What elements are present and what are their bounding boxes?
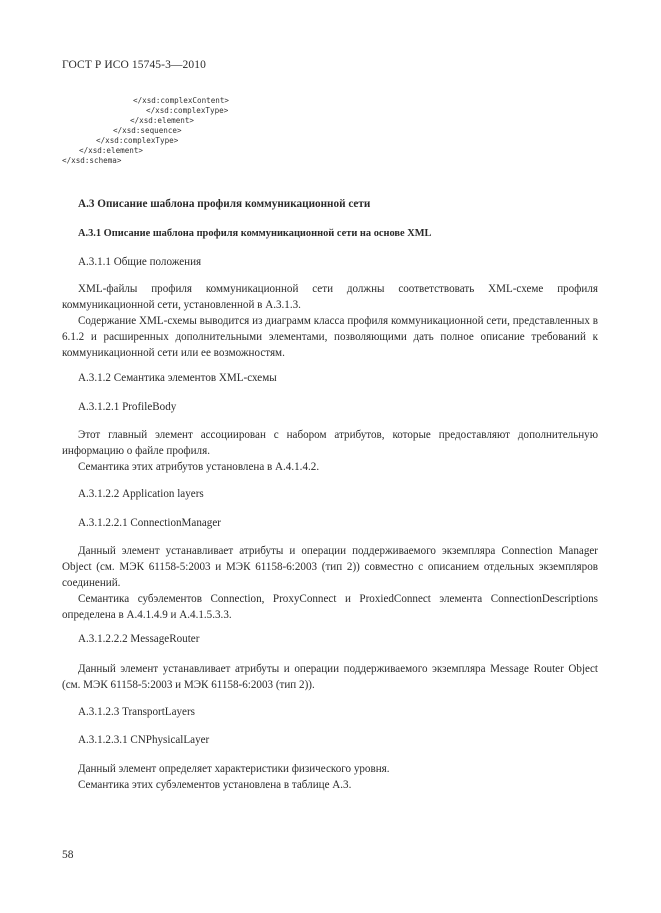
section-a3122-heading: А.3.1.2.2 Application layers: [78, 488, 204, 500]
section-a3123-heading: А.3.1.2.3 TransportLayers: [78, 706, 195, 718]
code-line: </xsd:complexType>: [146, 106, 229, 115]
code-line: </xsd:element>: [130, 116, 195, 125]
paragraph: Семантика этих субэлементов установлена в таблице А.3.: [78, 779, 352, 791]
page-number: 58: [62, 849, 74, 861]
section-a31231-heading: А.3.1.2.3.1 CNPhysicalLayer: [78, 734, 210, 746]
paragraph: Данный элемент устанавливает атрибуты и операции поддерживаемого экземпляра Connection Manager Object (см. МЭК 61158-5:2003 и МЭК 61158-6:2003 (тип 2)) совместно с описанием отдельных экземпляров соединений.: [62, 545, 598, 589]
section-a31222-heading: А.3.1.2.2.2 MessageRouter: [78, 633, 200, 645]
section-a31221-heading: А.3.1.2.2.1 ConnectionManager: [78, 517, 221, 529]
paragraph: Этот главный элемент ассоциирован с набором атрибутов, которые предоставляют дополнительную информацию о файле профиля.: [62, 429, 598, 457]
document-header: ГОСТ Р ИСО 15745-3—2010: [62, 59, 206, 71]
section-a311-heading: А.3.1.1 Общие положения: [78, 256, 202, 268]
paragraph: Данный элемент определяет характеристики физического уровня.: [78, 763, 390, 775]
section-a3121-heading: А.3.1.2.1 ProfileBody: [78, 401, 177, 413]
code-line: </xsd:element>: [79, 146, 144, 155]
code-line: </xsd:complexContent>: [133, 96, 230, 105]
paragraph: XML-файлы профиля коммуникационной сети должны соответствовать XML-схеме профиля коммуникационной сети, установленной в А.3.1.3.: [62, 283, 598, 311]
section-a3-heading: А.3 Описание шаблона профиля коммуникационной сети: [78, 198, 371, 210]
code-line: </xsd:sequence>: [113, 126, 182, 135]
paragraph: Данный элемент устанавливает атрибуты и операции поддерживаемого экземпляра Message Router Object (см. МЭК 61158-5:2003 и МЭК 61158-6:2003 (тип 2)).: [62, 663, 598, 691]
paragraph: Семантика субэлементов Connection, ProxyConnect и ProxiedConnect элемента ConnectionDescriptions определена в А.4.1.4.9 и А.4.1.5.3.3.: [62, 593, 598, 621]
paragraph: Семантика этих атрибутов установлена в А.4.1.4.2.: [78, 461, 320, 473]
section-a312-heading: А.3.1.2 Семантика элементов XML-схемы: [78, 372, 277, 384]
code-line: </xsd:complexType>: [96, 136, 179, 145]
paragraph: Содержание XML-схемы выводится из диаграмм класса профиля коммуникационной сети, представленных в 6.1.2 и расширенных дополнительными элементами, позволяющими дать полное описание требований к коммуникационной сети или ее возможностям.: [62, 315, 598, 359]
section-a31-heading: А.3.1 Описание шаблона профиля коммуникационной сети на основе XML: [78, 228, 432, 239]
code-line: </xsd:schema>: [62, 156, 122, 165]
